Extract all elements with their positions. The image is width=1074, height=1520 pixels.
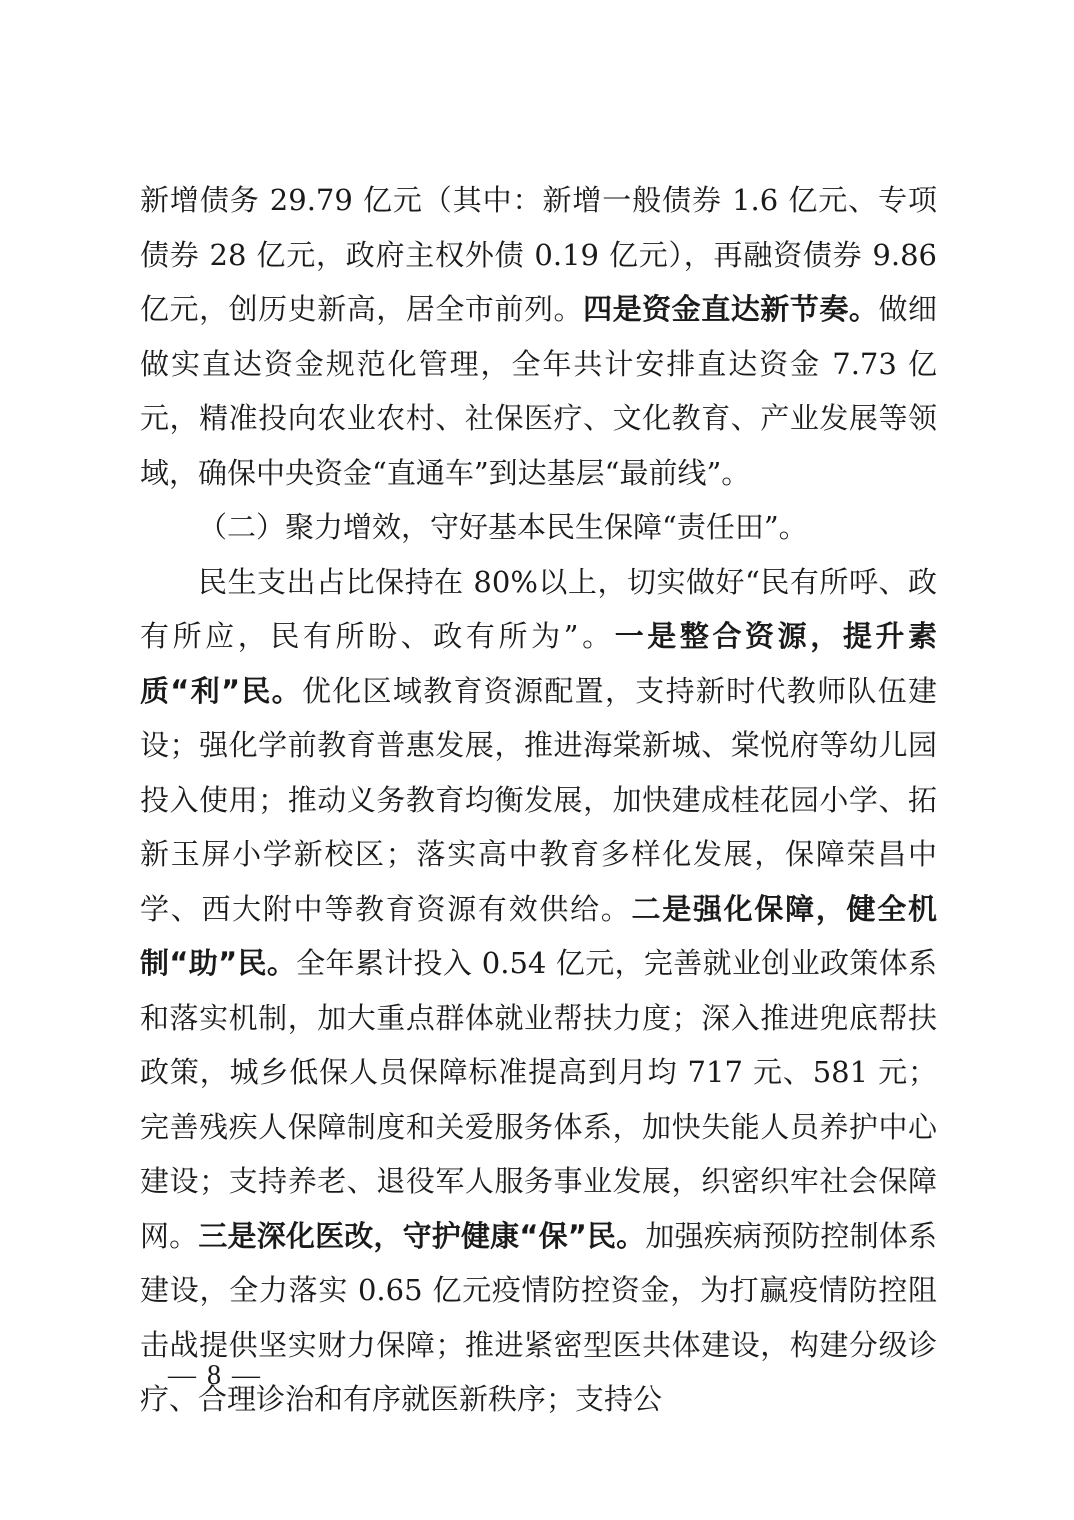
paragraph-continued — [140, 173, 937, 500]
text-run: 优化区域教育资源配置，支持新时代教师队伍建设；强化学前教育普惠发展，推进海棠新城、棠悦府等幼儿园投入使用；推动义务教育均衡发展，加快建成桂花园小学、拓新玉屏小学新校区；落实高中教育多样化发展，保障荣昌中学、西大附中等教育资源有效供给。 — [140, 673, 937, 926]
text-run: 加强疾病预防控制体系建设，全力落实 0.65 亿元疫情防控资金，为打赢疫情防控阻击战提供坚实财力保障；推进紧密型医共体建设，构建分级诊疗、合理诊治和有序就医新秩序；支持公 — [140, 1218, 937, 1416]
text-run: 做细做实直达资金规范化管理，全年共计安排直达资金 7.73 亿元，精准投向农业农村、社保医疗、文化教育、产业发展等领域，确保中央资金“直通车”到达基层“最前线”。 — [140, 292, 937, 490]
bold-lead: 一是整合资源，提升素质“利”民。 — [140, 619, 937, 708]
section-heading: （二）聚力增效，守好基本民生保障“责任田”。 — [198, 510, 808, 544]
page-number: — 8 — — [168, 1360, 262, 1391]
text-run: 新增债务 29.79 亿元（其中：新增一般债券 1.6 亿元、专项债券 28 亿元，政府主权外债 0.19 亿元），再融资债券 9.86 亿元，创历史新高，居全市前列。 — [140, 183, 937, 326]
bold-lead: 三是深化医改，守护健康“保”民。 — [198, 1218, 646, 1253]
bold-lead: 四是资金直达新节奏。 — [583, 292, 879, 326]
text-run: 民生支出占比保持在 80%以上，切实做好“民有所呼、政有所应，民有所盼、政有所为”。 — [140, 564, 937, 653]
text-run: 全年累计投入 0.54 亿元，完善就业创业政策体系和落实机制，加大重点群体就业帮扶力度；深入推进兜底帮扶政策，城乡低保人员保障标准提高到月均 717 元、581 元；完善残疾人保障制度和关爱服务体系，加快失能人员养护中心建设；支持养老、退役军人服务事业发展，织密织牢社会保障网。 — [140, 946, 937, 1253]
body-text — [140, 173, 937, 1427]
paragraph-main — [140, 555, 937, 1427]
bold-lead: 二是强化保障，健全机制“助”民。 — [140, 891, 937, 980]
